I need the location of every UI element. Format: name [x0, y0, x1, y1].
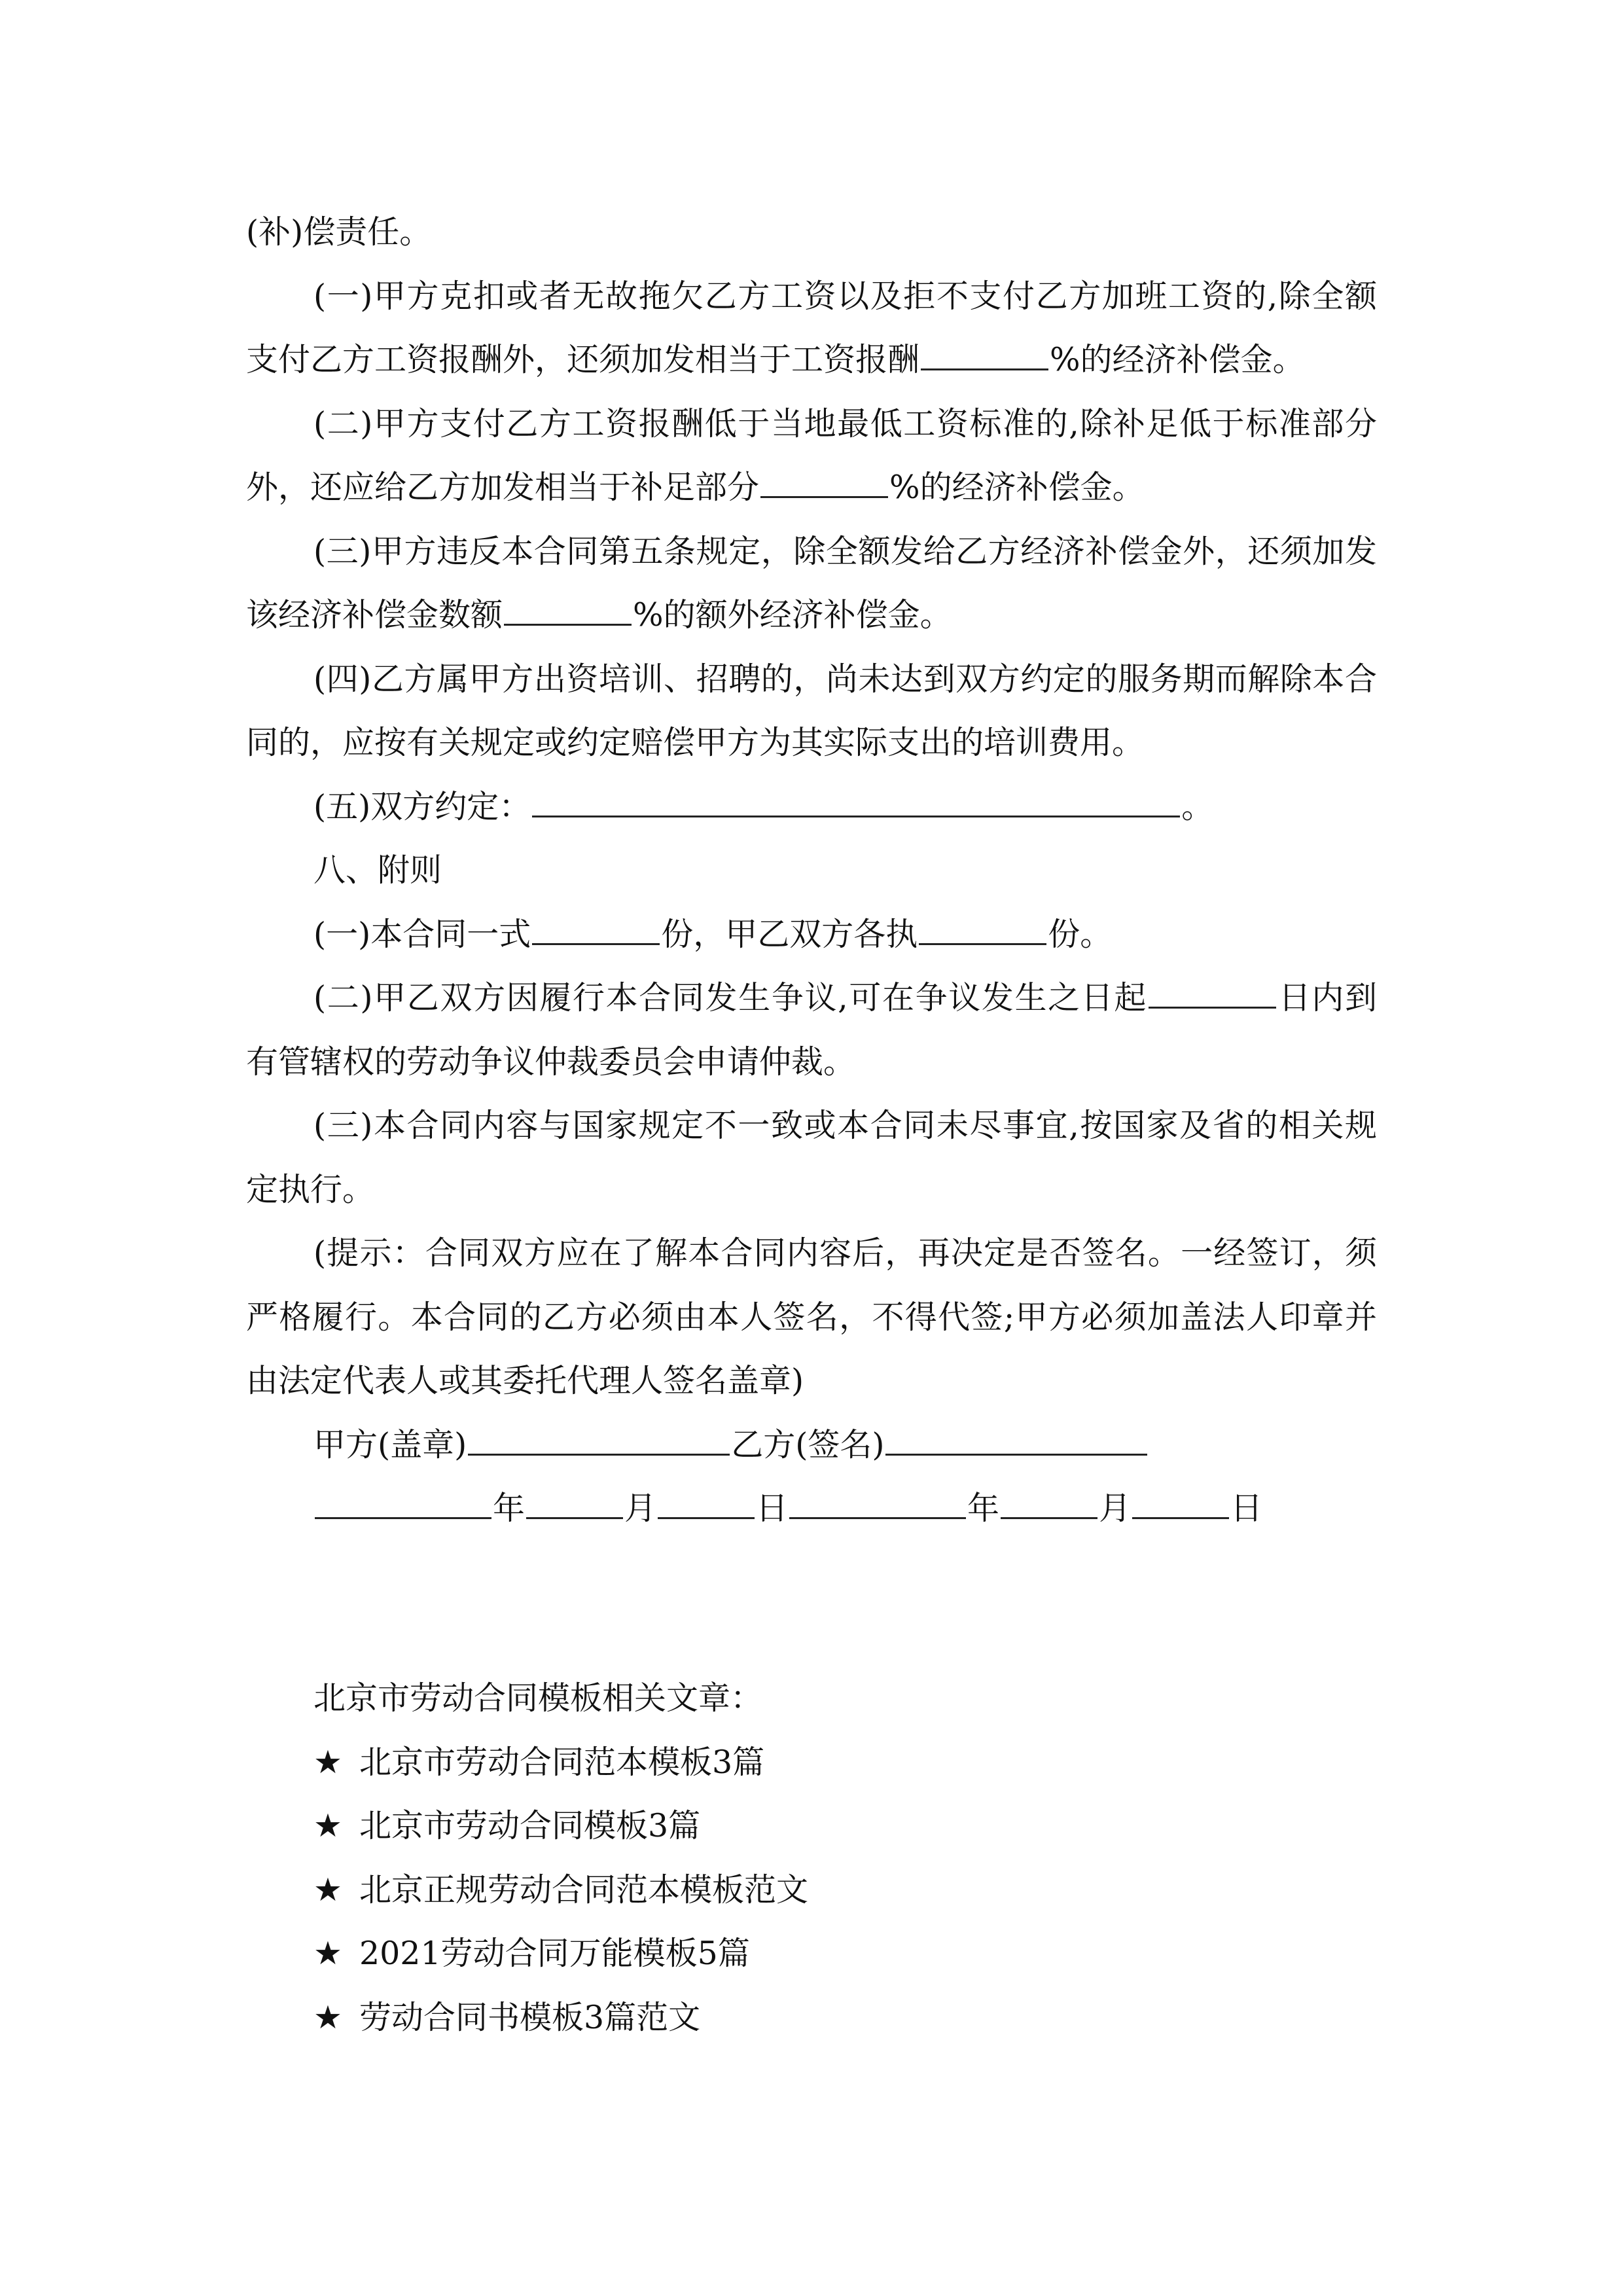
text-segment: 年: [493, 1490, 526, 1527]
text-line: [313, 392, 1377, 456]
related-link[interactable]: [313, 1986, 700, 2049]
text-segment: 定执行。: [246, 1170, 375, 1208]
text-segment: %的额外经济补偿金。: [633, 596, 952, 634]
text-segment: 。: [1181, 787, 1214, 825]
star-icon: ★: [313, 1743, 342, 1781]
text-segment: 有管辖权的劳动争议仲裁委员会申请仲裁。: [246, 1043, 856, 1081]
star-icon: ★: [313, 1935, 342, 1972]
related-link-label[interactable]: 北京市劳动合同模板3篇: [359, 1807, 701, 1844]
fill-in-blank: [468, 1413, 730, 1456]
text-line: [246, 1349, 804, 1412]
fill-in-blank: [1132, 1477, 1229, 1519]
fill-in-blank: [504, 583, 632, 626]
text-segment: 份，甲乙双方各执: [661, 915, 918, 953]
text-segment: (二)甲方支付乙方工资报酬低于当地最低工资标准的,除补足低于标准部分: [313, 404, 1377, 442]
text-segment: 日内到: [1277, 979, 1377, 1016]
text-line: [313, 966, 1377, 1030]
text-line: [246, 1030, 855, 1094]
text-segment: (三)甲方违反本合同第五条规定，除全额发给乙方经济补偿金外，还须加发: [313, 532, 1377, 570]
text-segment: (一)甲方克扣或者无故拖欠乙方工资以及拒不支付乙方加班工资的,除全额: [313, 277, 1377, 315]
text-line: [313, 520, 1377, 583]
text-segment: %的经济补偿金。: [889, 469, 1145, 506]
text-line: [313, 264, 1377, 328]
fill-in-blank: [532, 903, 660, 945]
fill-in-blank: [921, 328, 1048, 370]
text-line: [246, 583, 952, 647]
text-line: [246, 456, 1145, 519]
text-segment: 份。: [1048, 915, 1113, 953]
star-icon: ★: [313, 1871, 342, 1909]
text-line: [246, 1158, 374, 1221]
text-segment: 支付乙方工资报酬外，还须加发相当于工资报酬: [246, 341, 920, 378]
related-link[interactable]: [313, 1731, 764, 1794]
text-segment: (四)乙方属甲方出资培训、招聘的，尚未达到双方约定的服务期而解除本合: [313, 660, 1377, 698]
text-line: [313, 903, 1112, 966]
fill-in-blank: [760, 456, 888, 498]
text-segment: 八、附则: [313, 852, 442, 889]
text-segment: 该经济补偿金数额: [246, 596, 503, 634]
text-segment: (提示：合同双方应在了解本合同内容后，再决定是否签名。一经签订，须: [313, 1234, 1377, 1272]
fill-in-blank: [658, 1477, 755, 1519]
text-segment: (二)甲乙双方因履行本合同发生争议,可在争议发生之日起: [313, 979, 1148, 1016]
related-link[interactable]: [313, 1922, 750, 1985]
text-line: [313, 775, 1213, 838]
text-segment: 由法定代表人或其委托代理人签名盖章): [246, 1362, 804, 1399]
text-line: [313, 1094, 1377, 1157]
text-segment: (五)双方约定：: [313, 787, 531, 825]
text-segment: 同的，应按有关规定或约定赔偿甲方为其实际支出的培训费用。: [246, 724, 1145, 761]
text-segment: (一)本合同一式: [313, 915, 531, 953]
text-segment: 日: [1230, 1490, 1263, 1527]
related-title: 北京市劳动合同模板相关文章：: [313, 1679, 763, 1717]
related-link-label[interactable]: 2021劳动合同万能模板5篇: [359, 1935, 750, 1972]
text-line: [246, 1285, 1377, 1349]
fill-in-blank: [885, 1413, 1147, 1456]
fill-in-blank: [532, 775, 1180, 817]
fill-in-blank: [789, 1477, 966, 1519]
text-line: [313, 1221, 1377, 1285]
related-link-label[interactable]: 北京市劳动合同范本模板3篇: [359, 1743, 765, 1781]
text-segment: (补)偿责任。: [246, 213, 432, 251]
text-line: [246, 200, 431, 264]
text-line: [313, 1413, 1149, 1477]
text-segment: 乙方(签名): [731, 1426, 885, 1463]
text-line: [313, 1477, 1262, 1540]
fill-in-blank: [526, 1477, 623, 1519]
fill-in-blank: [315, 1477, 491, 1519]
fill-in-blank: [1001, 1477, 1097, 1519]
related-link[interactable]: [313, 1794, 700, 1857]
text-segment: 外，还应给乙方加发相当于补足部分: [246, 469, 760, 506]
text-segment: 日: [756, 1490, 789, 1527]
text-segment: 严格履行。本合同的乙方必须由本人签名，不得代签;甲方必须加盖法人印章并: [246, 1298, 1377, 1336]
text-segment: 年: [967, 1490, 1000, 1527]
star-icon: ★: [313, 1807, 342, 1844]
text-segment: %的经济补偿金。: [1050, 341, 1305, 378]
text-segment: 月: [1099, 1490, 1132, 1527]
text-line: [313, 838, 442, 902]
text-line: [246, 328, 1305, 391]
fill-in-blank: [1149, 966, 1276, 1009]
related-link-label[interactable]: 北京正规劳动合同范本模板范文: [359, 1871, 808, 1909]
text-line: [313, 647, 1377, 711]
fill-in-blank: [919, 903, 1046, 945]
text-segment: 甲方(盖章): [313, 1426, 467, 1463]
text-segment: 月: [624, 1490, 657, 1527]
text-segment: (三)本合同内容与国家规定不一致或本合同未尽事宜,按国家及省的相关规: [313, 1107, 1377, 1144]
star-icon: ★: [313, 1998, 342, 2036]
related-link[interactable]: [313, 1858, 808, 1922]
related-link-label[interactable]: 劳动合同书模板3篇范文: [359, 1998, 701, 2036]
text-line: [246, 711, 1144, 774]
